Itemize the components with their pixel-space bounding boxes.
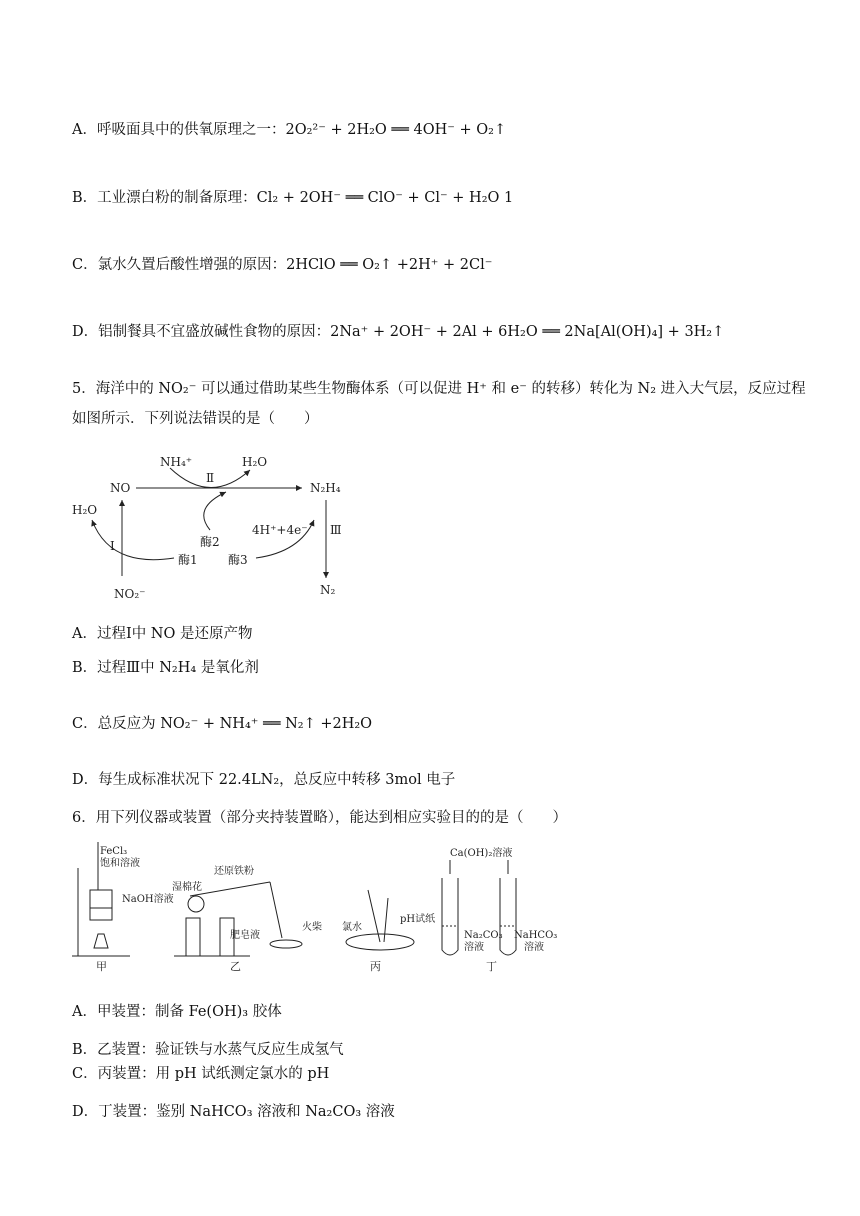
q5-option-b: B．过程Ⅲ中 N₂H₄ 是氧化剂	[72, 660, 259, 676]
q5-stem: 5．海洋中的 NO₂⁻ 可以通过借助某些生物酶体系（可以促进 H⁺ 和 e⁻ 的转移）转化为 N₂ 进入大气层，反应过程如图所示．下列说法错误的是（ ）	[72, 381, 806, 427]
q4-option-b	[72, 186, 513, 207]
fig-naoh: NaOH溶液	[122, 894, 174, 905]
q4-option-a-equation: 2O₂²⁻ + 2H₂O ══ 4OH⁻ + O₂↑	[285, 122, 507, 138]
diagram-h2o-top: H₂O	[242, 455, 268, 469]
diagram-step-1: Ⅰ	[110, 539, 115, 553]
fig-na2co3: Na₂CO₃	[464, 930, 503, 941]
arrow-h2o-curve	[92, 520, 174, 560]
fig-saturated: 饱和溶液	[100, 858, 140, 869]
diagram-h-plus-electrons: 4H⁺+4e⁻	[252, 523, 308, 537]
q6-option-b: B．乙装置：验证铁与水蒸气反应生成氢气	[72, 1042, 344, 1058]
q5-option-a: A．过程Ⅰ中 NO 是还原产物	[72, 626, 253, 642]
diagram-h2o-left: H₂O	[72, 503, 98, 517]
q6-option-c: C．丙装置：用 pH 试纸测定氯水的 pH	[72, 1066, 330, 1082]
q6-option-a: A．甲装置：制备 Fe(OH)₃ 胶体	[72, 1004, 282, 1020]
q4-option-a	[72, 118, 506, 139]
q5-option-d: D．每生成标准状况下 22.4LN₂，总反应中转移 3mol 电子	[72, 772, 456, 788]
diagram-no2: NO₂⁻	[114, 587, 146, 601]
fig-match: 火柴	[302, 922, 322, 933]
diagram-no: NO	[110, 481, 131, 495]
q6-apparatus-figure	[70, 838, 570, 978]
arrow-enzyme2-curve	[204, 492, 226, 530]
q4-option-b-equation: Cl₂ + 2OH⁻ ══ ClO⁻ + Cl⁻ + H₂O 1	[256, 190, 514, 206]
fig-fecl3: FeCl₃	[100, 846, 128, 857]
fig-label-jia: 甲	[96, 960, 107, 973]
q6-option-d: D．丁装置：鉴别 NaHCO₃ 溶液和 Na₂CO₃ 溶液	[72, 1104, 395, 1120]
diagram-n2h4: N₂H₄	[310, 481, 341, 495]
fig-solution-1: 溶液	[464, 942, 484, 953]
q4-option-d-label: D．铝制餐具不宜盛放碱性食物的原因：	[72, 324, 331, 340]
q5-option-c: C．总反应为 NO₂⁻ + NH₄⁺ ══ N₂↑ +2H₂O	[72, 716, 373, 732]
diagram-step-2: Ⅱ	[206, 471, 215, 485]
fig-caoh2: Ca(OH)₂溶液	[450, 848, 513, 859]
fig-soap: 肥皂液	[230, 930, 260, 941]
fig-label-bing: 丙	[370, 960, 381, 973]
diagram-step-3: Ⅲ	[330, 523, 342, 537]
diagram-enzyme-3: 酶3	[228, 553, 248, 567]
fig-nahco3: NaHCO₃	[514, 930, 558, 941]
q4-option-c	[72, 253, 492, 274]
fig-chlorine-water: 氯水	[342, 922, 362, 933]
fig-ph-paper: pH试纸	[400, 914, 436, 925]
fig-solution-2: 溶液	[524, 942, 544, 953]
q4-option-a-label: A．呼吸面具中的供氧原理之一：	[72, 122, 286, 138]
diagram-nh4: NH₄⁺	[160, 455, 193, 469]
fig-label-yi: 乙	[230, 960, 241, 973]
apparatus-yi	[174, 882, 302, 956]
q6-stem: 6．用下列仪器或装置（部分夹持装置略），能达到相应实验目的的是（ ）	[72, 810, 567, 826]
q5-reaction-diagram	[70, 448, 370, 608]
fig-label-ding: 丁	[486, 960, 497, 973]
q4-option-b-label: B．工业漂白粉的制备原理：	[72, 190, 257, 206]
fig-iron-powder: 还原铁粉	[214, 866, 254, 877]
q4-option-d	[72, 320, 724, 341]
diagram-enzyme-2: 酶2	[200, 535, 220, 549]
fig-wet-cotton: 湿棉花	[172, 882, 202, 893]
diagram-enzyme-1: 酶1	[178, 553, 198, 567]
q4-option-c-label: C．氯水久置后酸性增强的原因：	[72, 257, 287, 273]
diagram-n2: N₂	[320, 583, 336, 597]
q4-option-d-equation: 2Na⁺ + 2OH⁻ + 2Al + 6H₂O ══ 2Na[Al(OH)₄] + 3H₂↑	[330, 324, 725, 340]
q4-option-c-equation: 2HClO ══ O₂↑ +2H⁺ + 2Cl⁻	[286, 257, 493, 273]
